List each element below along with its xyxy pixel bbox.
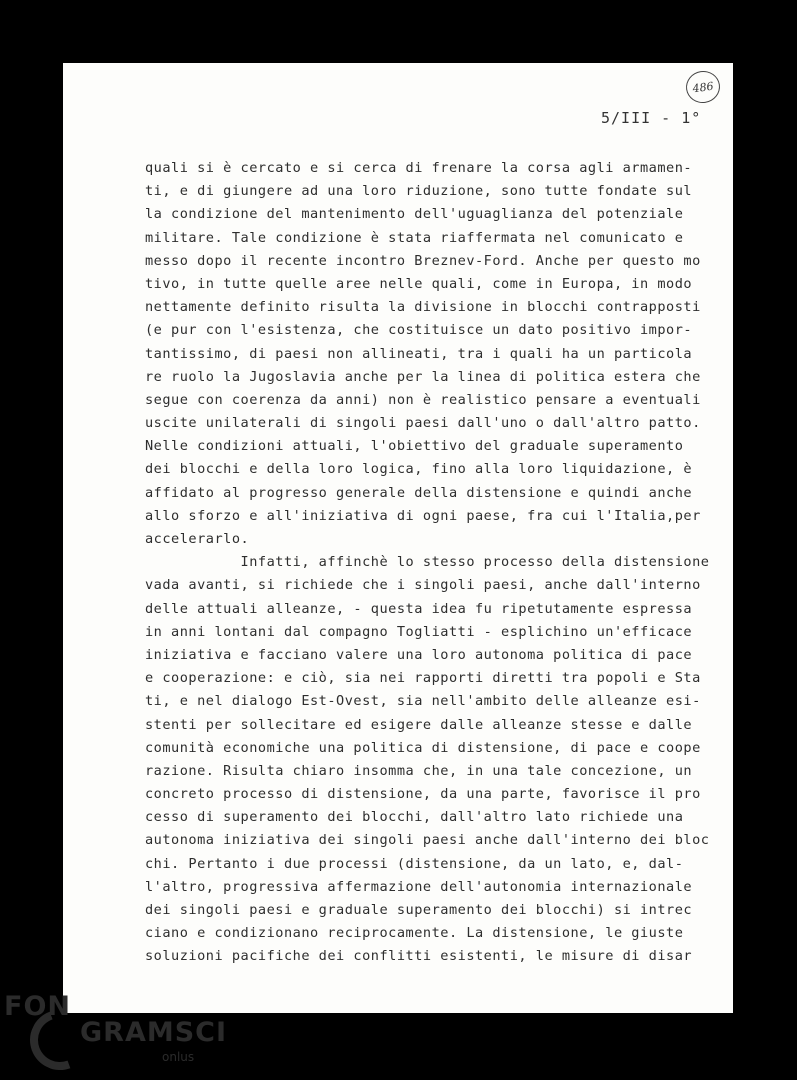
text-line: segue con coerenza da anni) non è realistico pensare a eventuali [145, 391, 701, 408]
document-page [63, 63, 733, 1013]
text-line: cesso di superamento dei blocchi, dall'altro lato richiede una [145, 809, 684, 826]
text-line: Infatti, affinchè lo stesso processo della distensione [145, 554, 710, 571]
text-line: concreto processo di distensione, da una parte, favorisce il pro [145, 786, 701, 803]
text-line: ti, e di giungere ad una loro riduzione, sono tutte fondate sul [145, 183, 693, 200]
text-line: autonoma iniziativa dei singoli paesi anche dall'interno dei bloc [145, 832, 710, 849]
text-line: in anni lontani dal compagno Togliatti - esplichino un'efficace [145, 623, 693, 640]
text-line: vada avanti, si richiede che i singoli paesi, anche dall'interno [145, 577, 701, 594]
document-text [145, 157, 710, 969]
archive-stamp: 486 [684, 69, 722, 105]
text-line: messo dopo il recente incontro Breznev-Ford. Anche per questo mo [145, 252, 701, 269]
watermark-logo-fon: FON [4, 991, 71, 1022]
text-line: chi. Pertanto i due processi (distensione, da un lato, e, dal- [145, 855, 684, 872]
text-line: delle attuali alleanze, - questa idea fu ripetutamente espressa [145, 600, 693, 617]
text-line: ciano e condizionano reciprocamente. La distensione, le giuste [145, 925, 684, 942]
text-line: stenti per sollecitare ed esigere dalle alleanze stesse e dalle [145, 716, 693, 733]
text-line: l'altro, progressiva affermazione dell'autonomia internazionale [145, 878, 693, 895]
text-line: dei blocchi e della loro logica, fino alla loro liquidazione, è [145, 461, 693, 478]
page-number: 5/III - 1° [601, 109, 702, 127]
text-line: soluzioni pacifiche dei conflitti esistenti, le misure di disar [145, 948, 693, 965]
text-line: tantissimo, di paesi non allineati, tra i quali ha un particola [145, 345, 693, 362]
text-line: allo sforzo e all'iniziativa di ogni paese, fra cui l'Italia,per [145, 507, 701, 524]
text-line: e cooperazione: e ciò, sia nei rapporti diretti tra popoli e Sta [145, 670, 701, 687]
text-line: tivo, in tutte quelle aree nelle quali, come in Europa, in modo [145, 275, 693, 292]
text-line: razione. Risulta chiaro insomma che, in una tale concezione, un [145, 762, 693, 779]
text-line: ti, e nel dialogo Est-Ovest, sia nell'ambito delle alleanze esi- [145, 693, 701, 710]
text-line: affidato al progresso generale della distensione e quindi anche [145, 484, 693, 501]
text-line: nettamente definito risulta la divisione in blocchi contrapposti [145, 299, 701, 316]
text-line: la condizione del mantenimento dell'uguaglianza del potenziale [145, 206, 684, 223]
text-line: iniziativa e facciano valere una loro autonoma politica di pace [145, 646, 693, 663]
text-line: quali si è cercato e si cerca di frenare la corsa agli armamen- [145, 160, 693, 176]
text-line: dei singoli paesi e graduale superamento dei blocchi) si intrec [145, 902, 693, 918]
watermark-logo-gramsci: GRAMSCI [80, 1017, 228, 1048]
text-line: comunità economiche una politica di distensione, di pace e coope [145, 739, 701, 756]
text-line: accelerarlo. [145, 531, 250, 547]
watermark-logo-onlus: onlus [162, 1050, 195, 1064]
text-line: re ruolo la Jugoslavia anche per la linea di politica estera che [145, 368, 701, 385]
text-line: militare. Tale condizione è stata riaffermata nel comunicato e [145, 229, 684, 246]
text-line: (e pur con l'esistenza, che costituisce un dato positivo impor- [145, 322, 693, 339]
text-line: Nelle condizioni attuali, l'obiettivo del graduale superamento [145, 438, 684, 455]
text-line: uscite unilaterali di singoli paesi dall'uno o dall'altro patto. [145, 415, 701, 432]
